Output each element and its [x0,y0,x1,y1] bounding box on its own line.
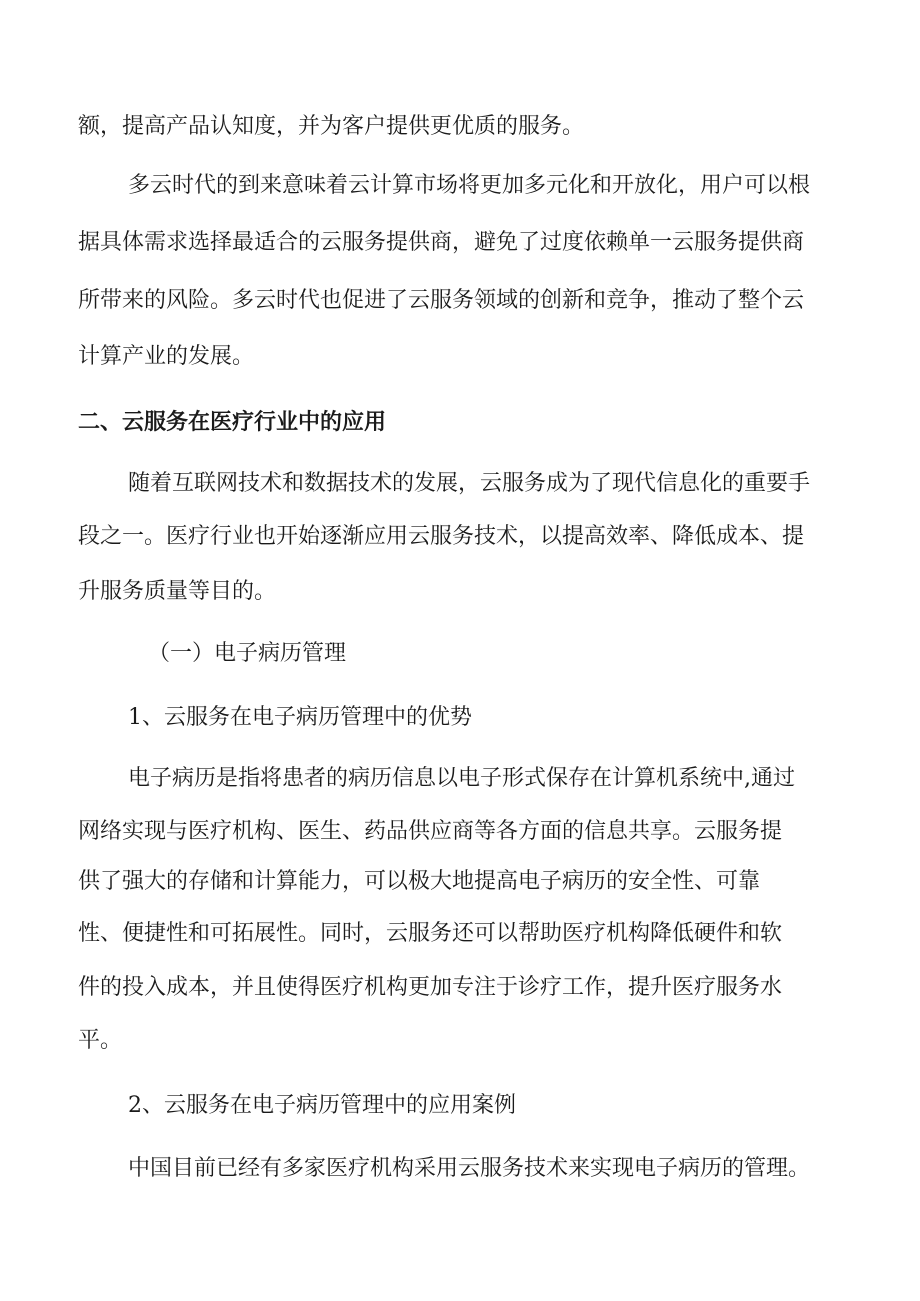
paragraph-line: 平。 [78,1028,123,1053]
paragraph-line: 件的投入成本，并且使得医疗机构更加专注于诊疗工作，提升医疗服务水 [78,975,783,1000]
paragraph-line: 网络实现与医疗机构、医生、药品供应商等各方面的信息共享。云服务提 [78,819,783,844]
paragraph-line: 段之一。医疗行业也开始逐渐应用云服务技术，以提高效率、降低成本、提 [78,524,805,549]
paragraph-line: 升服务质量等目的。 [78,579,277,604]
paragraph-line: 据具体需求选择最适合的云服务提供商，避免了过度依赖单一云服务提供商 [78,230,805,255]
paragraph-line: 计算产业的发展。 [78,344,255,369]
paragraph-line: 所带来的风险。多云时代也促进了云服务领域的创新和竞争，推动了整个云 [78,288,805,313]
section-heading: 二、云服务在医疗行业中的应用 [78,409,387,435]
paragraph-line: 额，提高产品认知度，并为客户提供更优质的服务。 [78,114,585,139]
paragraph-line: 随着互联网技术和数据技术的发展，云服务成为了现代信息化的重要手 [128,471,811,496]
item-heading: 1、云服务在电子病历管理中的优势 [128,705,472,730]
paragraph-line: 多云时代的到来意味着云计算市场将更加多元化和开放化，用户可以根 [128,173,811,198]
paragraph-line: 中国目前已经有多家医疗机构采用云服务技术来实现电子病历的管理。 [128,1156,811,1181]
paragraph-line: 电子病历是指将患者的病历信息以电子形式保存在计算机系统中,通过 [128,766,795,791]
paragraph-line: 供了强大的存储和计算能力，可以极大地提高电子病历的安全性、可靠 [78,869,761,894]
item-heading: 2、云服务在电子病历管理中的应用案例 [128,1093,516,1118]
subsection-heading: （一）电子病历管理 [148,641,347,666]
paragraph-line: 性、便捷性和可拓展性。同时，云服务还可以帮助医疗机构降低硬件和软 [78,921,783,946]
